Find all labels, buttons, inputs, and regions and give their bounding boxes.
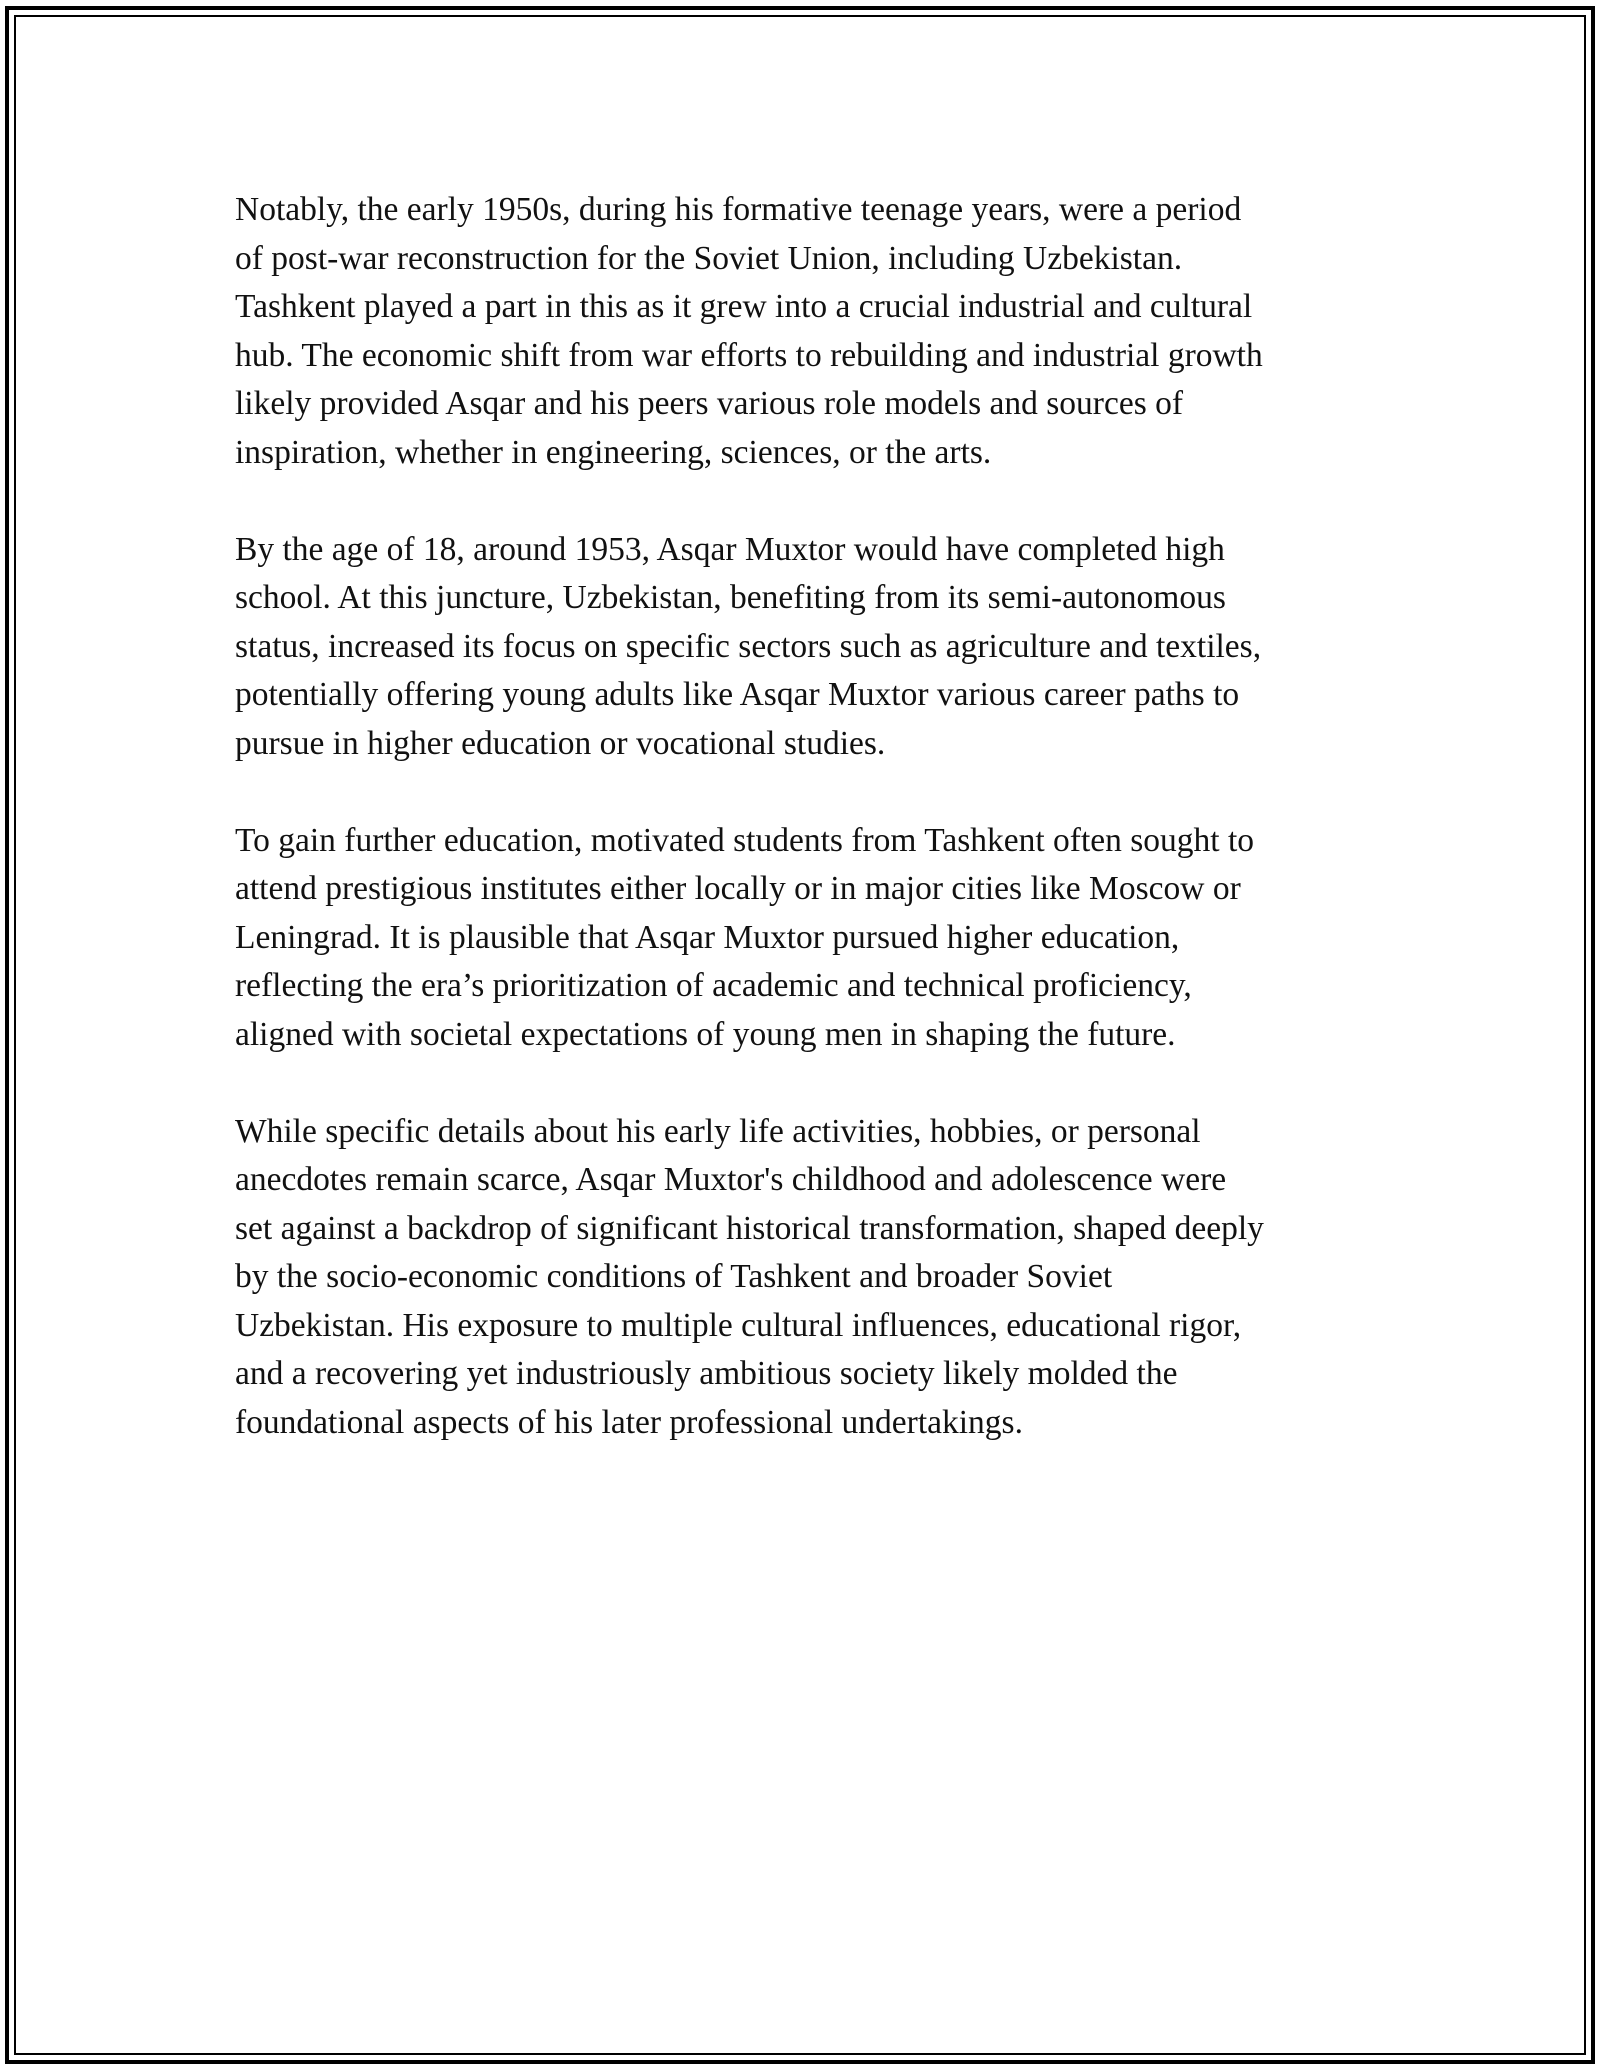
text-line: Tashkent played a part in this as it grew into a crucial industrial and cultural xyxy=(235,288,1253,325)
text-line: foundational aspects of his later professional undertakings. xyxy=(235,1403,1023,1441)
paragraph-3 xyxy=(235,817,1385,1060)
text-line: pursue in higher education or vocational studies. xyxy=(235,724,886,762)
text-line: reflecting the era’s prioritization of academic and technical proficiency, xyxy=(235,967,1192,1004)
text-line: attend prestigious institutes either locally or in major cities like Moscow or xyxy=(235,870,1241,907)
text-line: aligned with societal expectations of young men in shaping the future. xyxy=(235,1015,1176,1053)
text-line: While specific details about his early life activities, hobbies, or personal xyxy=(235,1112,1201,1150)
paragraph-4 xyxy=(235,1108,1385,1448)
text-line: set against a backdrop of significant historical transformation, shaped deeply xyxy=(235,1209,1264,1247)
paragraph-2 xyxy=(235,526,1385,769)
text-line: of post-war reconstruction for the Soviet Union, including Uzbekistan. xyxy=(235,239,1183,277)
document-body xyxy=(235,186,1385,1496)
text-line: To gain further education, motivated students from Tashkent often sought to xyxy=(235,821,1255,859)
text-line: Notably, the early 1950s, during his formative teenage years, were a period xyxy=(235,191,1242,228)
text-line: hub. The economic shift from war efforts to rebuilding and industrial growth xyxy=(235,336,1263,374)
text-line: By the age of 18, around 1953, Asqar Muxtor would have completed high xyxy=(235,530,1225,568)
text-line: school. At this juncture, Uzbekistan, benefiting from its semi-autonomous xyxy=(235,579,1226,616)
text-line: inspiration, whether in engineering, sciences, or the arts. xyxy=(235,433,992,471)
text-line: status, increased its focus on specific sectors such as agriculture and textiles, xyxy=(235,627,1262,665)
text-line: and a recovering yet industriously ambitious society likely molded the xyxy=(235,1355,1178,1392)
text-line: likely provided Asqar and his peers various role models and sources of xyxy=(235,385,1184,422)
text-line: Leningrad. It is plausible that Asqar Muxtor pursued higher education, xyxy=(235,918,1180,956)
text-line: potentially offering young adults like Asqar Muxtor various career paths to xyxy=(235,676,1240,713)
paragraph-1 xyxy=(235,186,1385,477)
text-line: by the socio-economic conditions of Tashkent and broader Soviet xyxy=(235,1258,1113,1295)
text-line: Uzbekistan. His exposure to multiple cultural influences, educational rigor, xyxy=(235,1306,1242,1344)
text-line: anecdotes remain scarce, Asqar Muxtor's childhood and adolescence were xyxy=(235,1161,1227,1198)
